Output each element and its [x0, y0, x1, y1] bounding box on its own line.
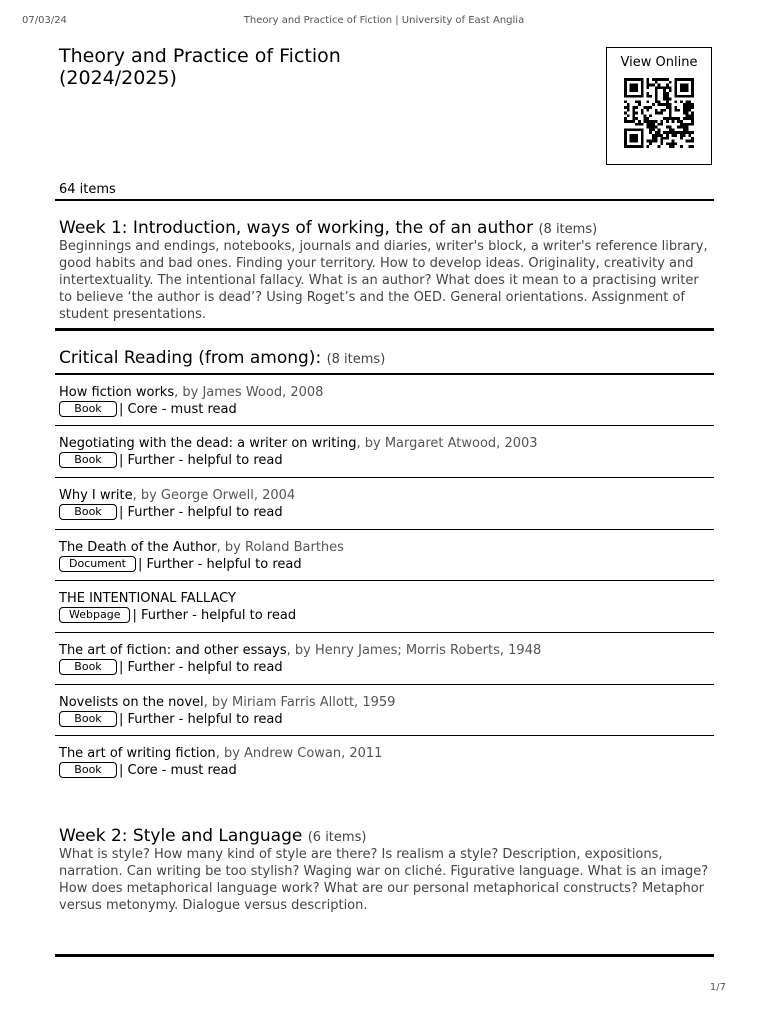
- item-divider: [55, 529, 714, 530]
- item-title-link[interactable]: Negotiating with the dead: a writer on writing: [59, 436, 357, 451]
- list-item[interactable]: [59, 487, 714, 521]
- view-online-box[interactable]: [606, 47, 712, 165]
- item-divider: [55, 684, 714, 685]
- view-online-label[interactable]: View Online: [620, 55, 698, 70]
- item-type-badge: Book: [59, 659, 117, 675]
- section-heading-week-2[interactable]: [59, 826, 366, 848]
- list-item[interactable]: [59, 384, 714, 418]
- item-importance: | Further - helpful to read: [119, 505, 283, 520]
- section-heading-week-1[interactable]: [59, 218, 597, 240]
- item-importance: | Further - helpful to read: [119, 712, 283, 727]
- item-importance: | Further - helpful to read: [119, 453, 283, 468]
- item-title-link[interactable]: The Death of the Author: [59, 540, 217, 555]
- section-item-count: (6 items): [307, 830, 367, 845]
- page-title-line2: (2024/2025): [59, 67, 177, 89]
- list-item[interactable]: [59, 694, 714, 728]
- item-divider: [55, 477, 714, 478]
- section-divider: [55, 954, 714, 957]
- item-divider: [55, 580, 714, 581]
- divider: [55, 199, 714, 201]
- item-title-link[interactable]: Novelists on the novel: [59, 695, 204, 710]
- item-type-badge: Book: [59, 711, 117, 727]
- page-title-line1: Theory and Practice of Fiction: [59, 45, 341, 67]
- item-title-link[interactable]: How fiction works: [59, 385, 175, 400]
- list-item[interactable]: [59, 590, 714, 624]
- item-divider: [55, 425, 714, 426]
- section-divider: [55, 373, 714, 375]
- section-item-count: (8 items): [538, 222, 598, 237]
- print-title: Theory and Practice of Fiction | University of East Anglia: [243, 15, 525, 26]
- item-author: , by James Wood, 2008: [174, 385, 324, 400]
- item-type-badge: Book: [59, 452, 117, 468]
- list-item[interactable]: [59, 642, 714, 676]
- item-title-link[interactable]: The art of writing fiction: [59, 746, 216, 761]
- item-divider: [55, 735, 714, 736]
- item-author: , by Miriam Farris Allott, 1959: [203, 695, 396, 710]
- print-date: 07/03/24: [22, 15, 67, 26]
- list-item[interactable]: [59, 435, 714, 469]
- item-title-link[interactable]: THE INTENTIONAL FALLACY: [59, 591, 236, 606]
- item-type-badge: Book: [59, 401, 117, 417]
- item-importance: | Core - must read: [119, 763, 237, 778]
- item-title-link[interactable]: Why I write: [59, 488, 133, 503]
- item-type-badge: Document: [59, 556, 136, 572]
- item-author: , by Andrew Cowan, 2011: [215, 746, 383, 761]
- item-importance: | Further - helpful to read: [132, 608, 297, 623]
- item-importance: | Further - helpful to read: [119, 660, 283, 675]
- section-title[interactable]: Critical Reading (from among):: [59, 348, 322, 368]
- section-title[interactable]: Week 2: Style and Language: [59, 826, 303, 846]
- page-title: [59, 45, 559, 89]
- section-description: Beginnings and endings, notebooks, journals and diaries, writer's block, a writer's reference library, good habits and bad ones. Finding your territory. How to develop ideas. Originality, creativity and intertextuality. The intentional fallacy. What is an author? What does it mean to a practising writer to believe ‘the author is dead’? Using Roget’s and the OED. General orientations. Assignment of student presentations.: [59, 239, 708, 322]
- item-importance: | Further - helpful to read: [138, 557, 302, 572]
- item-author: , by Henry James; Morris Roberts, 1948: [286, 643, 542, 658]
- list-item[interactable]: [59, 745, 714, 779]
- item-type-badge: Book: [59, 504, 117, 520]
- item-type-badge: Book: [59, 762, 117, 778]
- section-divider: [55, 328, 714, 331]
- section-item-count: (8 items): [326, 352, 386, 367]
- section-title[interactable]: Week 1: Introduction, ways of working, the of an author: [59, 218, 534, 238]
- item-title-link[interactable]: The art of fiction: and other essays: [59, 643, 287, 658]
- item-author: , by George Orwell, 2004: [132, 488, 296, 503]
- qr-code-icon[interactable]: [622, 78, 696, 148]
- list-item[interactable]: [59, 539, 714, 573]
- section-heading-critical-reading[interactable]: [59, 348, 385, 370]
- item-divider: [55, 632, 714, 633]
- item-author: , by Roland Barthes: [216, 540, 344, 555]
- item-count: 64 items: [59, 182, 116, 197]
- item-importance: | Core - must read: [119, 402, 237, 417]
- item-type-badge: Webpage: [59, 607, 130, 623]
- page-number: 1/7: [709, 982, 726, 993]
- section-description: What is style? How many kind of style are there? Is realism a style? Description, expositions, narration. Can writing be too stylish? Waging war on cliché. Figurative language. What is an image? How does metaphorical language work? What are our personal metaphorical constructs? Metaphor versus metonymy. Dialogue versus description.: [59, 847, 709, 913]
- item-author: , by Margaret Atwood, 2003: [356, 436, 538, 451]
- print-header: [0, 15, 768, 29]
